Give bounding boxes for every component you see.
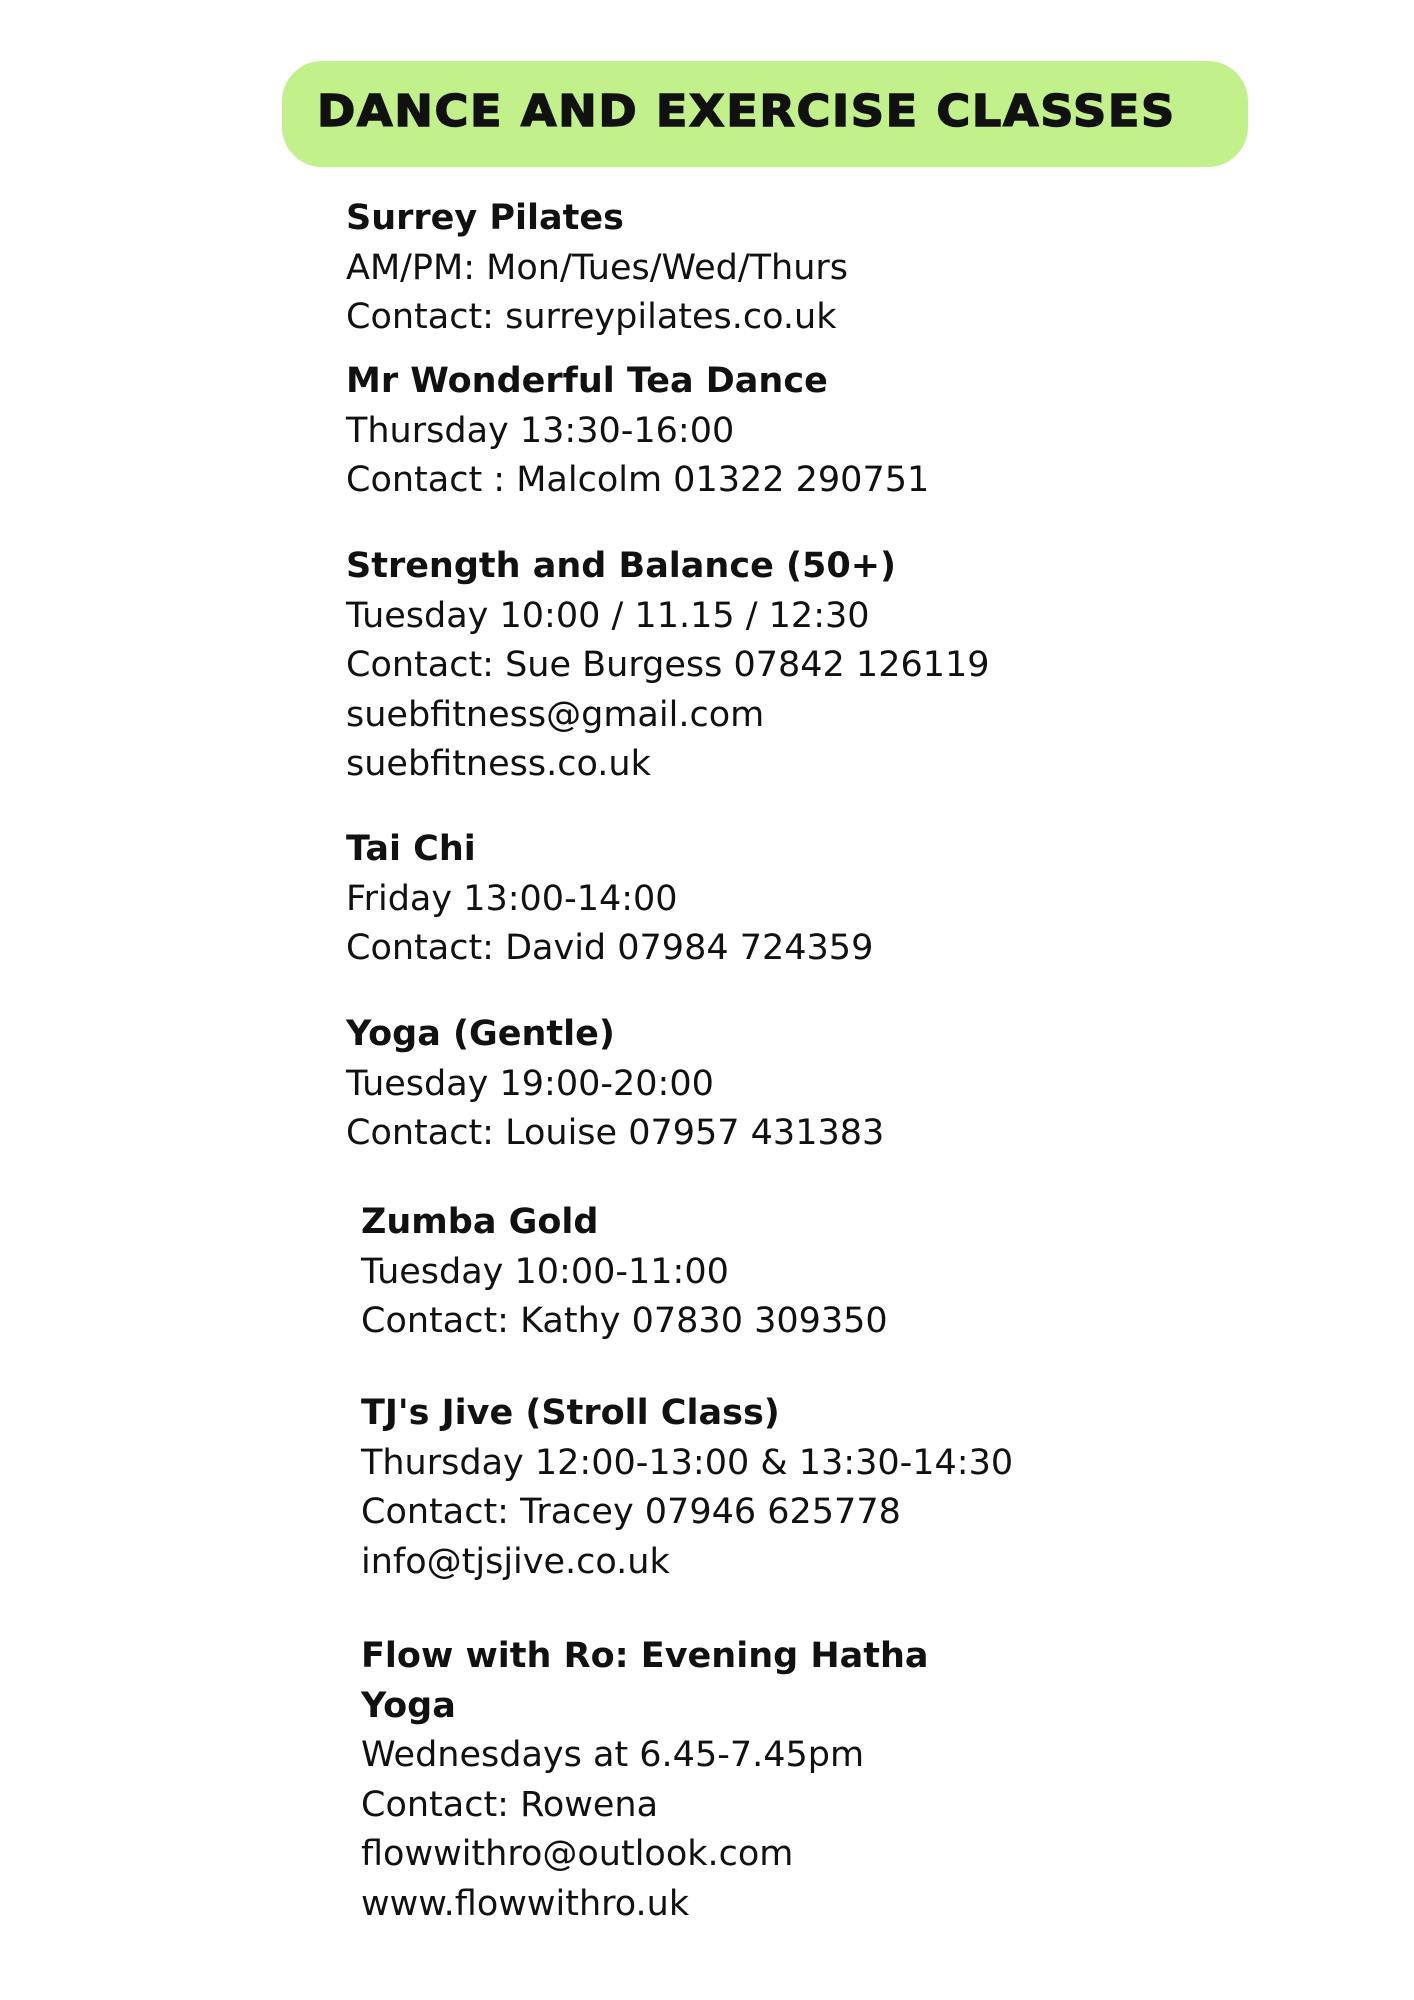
class-name: Mr Wonderful Tea Dance [346, 361, 828, 401]
class-name: Surrey Pilates [346, 198, 624, 238]
class-entry-tjs-jive [361, 1389, 1013, 1587]
class-website: www.flowwithro.uk [361, 1883, 690, 1924]
class-name: TJ's Jive (Stroll Class) [361, 1393, 780, 1433]
class-schedule: Thursday 13:30-16:00 [346, 410, 735, 451]
class-entry-surrey-pilates [346, 194, 848, 343]
class-email: info@tjsjive.co.uk [361, 1541, 670, 1582]
class-email: flowwithro@outlook.com [361, 1834, 794, 1874]
class-name: Yoga (Gentle) [346, 1014, 615, 1054]
class-email: suebfitness@gmail.com [346, 694, 765, 735]
class-schedule: Tuesday 10:00-11:00 [361, 1251, 729, 1292]
class-contact: Contact: surreypilates.co.uk [346, 297, 837, 337]
class-entry-tea-dance [346, 357, 929, 506]
class-entry-tai-chi [346, 825, 873, 974]
class-name: Tai Chi [346, 829, 476, 869]
class-schedule: Friday 13:00-14:00 [346, 878, 678, 919]
class-contact: Contact: Sue Burgess 07842 126119 [346, 645, 990, 685]
class-contact: Contact: David 07984 724359 [346, 928, 874, 968]
class-entry-strength-balance [346, 542, 990, 790]
class-schedule: Tuesday 19:00-20:00 [346, 1063, 714, 1104]
title-banner [282, 61, 1248, 167]
class-name-continued: Yoga [361, 1685, 456, 1726]
class-contact: Contact: Louise 07957 431383 [346, 1113, 885, 1153]
class-name: Strength and Balance (50+) [346, 546, 897, 586]
page-title: DANCE AND EXERCISE CLASSES [317, 86, 1176, 137]
class-name: Flow with Ro: Evening Hatha [361, 1636, 929, 1676]
class-contact: Contact: Tracey 07946 625778 [361, 1492, 901, 1532]
class-contact: Contact: Rowena [361, 1784, 659, 1825]
class-schedule: AM/PM: Mon/Tues/Wed/Thurs [346, 247, 849, 288]
class-entry-flow-with-ro [361, 1632, 929, 1929]
class-schedule: Wednesdays at 6.45-7.45pm [361, 1735, 865, 1775]
class-name: Zumba Gold [361, 1202, 599, 1242]
class-entry-zumba-gold [361, 1198, 888, 1347]
class-schedule: Tuesday 10:00 / 11.15 / 12:30 [346, 595, 870, 636]
class-contact: Contact : Malcolm 01322 290751 [346, 460, 930, 500]
class-contact: Contact: Kathy 07830 309350 [361, 1301, 888, 1341]
class-website: suebfitness.co.uk [346, 744, 651, 784]
class-entry-yoga-gentle [346, 1010, 884, 1159]
class-schedule: Thursday 12:00-13:00 & 13:30-14:30 [361, 1442, 1014, 1483]
